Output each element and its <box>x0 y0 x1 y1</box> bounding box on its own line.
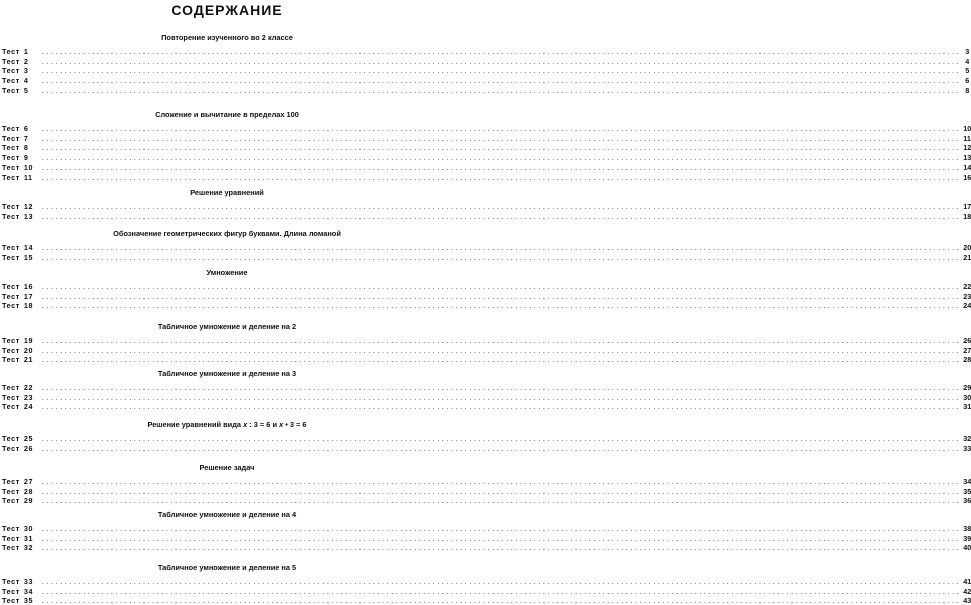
toc-entry-label <box>2 402 38 411</box>
dot-leader: ........................................................................................................................................................................................................ <box>41 85 962 95</box>
toc-entry-label <box>2 76 38 85</box>
test-number: 26 <box>23 443 34 453</box>
page-number: 39 <box>963 533 971 543</box>
test-number: 10 <box>23 162 34 172</box>
test-word: Тест <box>2 202 20 211</box>
test-number: 20 <box>23 345 34 355</box>
dot-leader: ........................................................................................................................................................................................................ <box>41 153 962 163</box>
heading-text: : 3 = 6 и <box>247 420 280 429</box>
page-number: 3 <box>965 47 970 56</box>
page-number: 16 <box>963 172 971 182</box>
dot-leader: ........................................................................................................................................................................................................ <box>41 383 962 392</box>
test-word: Тест <box>2 76 20 86</box>
page-number: 35 <box>963 486 971 496</box>
test-word: Тест <box>2 162 20 172</box>
test-number: 29 <box>23 496 34 506</box>
dot-leader: ........................................................................................................................................................................................................ <box>41 443 962 453</box>
test-word: Тест <box>2 301 20 311</box>
dot-leader: ........................................................................................................................................................................................................ <box>41 392 962 402</box>
section-heading <box>0 420 454 430</box>
toc-entry <box>2 477 971 486</box>
toc-entry-label <box>2 292 38 301</box>
page-number: 5 <box>965 66 970 76</box>
page-number: 42 <box>963 586 971 596</box>
test-word: Тест <box>2 486 20 496</box>
dot-leader: ........................................................................................................................................................................................................ <box>41 291 962 301</box>
test-number: 22 <box>23 383 34 392</box>
test-word: Тест <box>2 577 20 586</box>
toc-entry-label <box>2 346 38 355</box>
dot-leader: ........................................................................................................................................................................................................ <box>41 202 962 211</box>
toc-entry-label <box>2 66 38 75</box>
dot-leader: ........................................................................................................................................................................................................ <box>41 252 962 262</box>
toc-entry <box>2 543 971 553</box>
section-heading: Табличное умножение и деление на 5 <box>157 563 297 572</box>
toc-entry <box>2 133 971 143</box>
page-number: 32 <box>963 434 971 443</box>
test-number: 5 <box>23 85 29 95</box>
dot-leader: ........................................................................................................................................................................................................ <box>41 533 962 543</box>
test-number: 17 <box>23 291 34 301</box>
page-title: СОДЕРЖАНИЕ <box>171 2 283 18</box>
test-word: Тест <box>2 345 20 355</box>
test-word: Тест <box>2 586 20 596</box>
dot-leader: ........................................................................................................................................................................................................ <box>41 355 962 365</box>
dot-leader: ........................................................................................................................................................................................................ <box>41 336 962 345</box>
test-word: Тест <box>2 291 20 301</box>
page-number: 27 <box>963 345 971 355</box>
toc-entry <box>2 533 971 543</box>
dot-leader: ........................................................................................................................................................................................................ <box>41 76 962 86</box>
toc-entry-label <box>2 577 38 586</box>
toc-entry-label <box>2 301 38 310</box>
toc-entry-label <box>2 596 38 605</box>
dot-leader: ........................................................................................................................................................................................................ <box>41 66 962 76</box>
test-number: 9 <box>23 153 29 163</box>
test-number: 18 <box>23 301 34 311</box>
test-number: 31 <box>23 533 34 543</box>
toc-entry-label <box>2 524 38 533</box>
toc-entry-label <box>2 163 38 172</box>
test-word: Тест <box>2 172 20 182</box>
toc-entry <box>2 282 971 291</box>
test-number: 24 <box>23 402 34 412</box>
test-number: 13 <box>23 211 34 221</box>
test-number: 19 <box>23 336 34 345</box>
toc-entry-label <box>2 212 38 221</box>
test-number: 34 <box>23 586 34 596</box>
page-number: 36 <box>963 496 971 506</box>
toc-entry <box>2 402 971 412</box>
test-number: 15 <box>23 252 34 262</box>
toc-entry-label <box>2 496 38 505</box>
toc-entry-label <box>2 243 38 252</box>
section-heading: Решение уравнений <box>190 188 264 197</box>
test-number: 12 <box>23 202 34 211</box>
section-heading: Повторение изученного во 2 классе <box>161 33 293 42</box>
test-word: Тест <box>2 402 20 412</box>
dot-leader: ........................................................................................................................................................................................................ <box>41 402 962 412</box>
section-heading: Обозначение геометрических фигур буквами. Длина ломаной <box>113 229 341 238</box>
test-number: 3 <box>23 66 29 76</box>
toc-entry-label <box>2 57 38 66</box>
test-number: 7 <box>23 133 29 143</box>
test-word: Тест <box>2 252 20 262</box>
toc-entry-label <box>2 393 38 402</box>
section-heading: Табличное умножение и деление на 3 <box>157 369 297 378</box>
page-number: 34 <box>963 477 971 486</box>
toc-entry <box>2 486 971 496</box>
variable-x: x <box>243 420 248 429</box>
page-number: 8 <box>965 85 970 95</box>
toc-entry <box>2 153 971 163</box>
toc-entry-label <box>2 134 38 143</box>
section-heading: Сложение и вычитание в пределах 100 <box>155 110 299 119</box>
page-number: 31 <box>963 402 971 412</box>
toc-entry <box>2 252 971 262</box>
test-number: 16 <box>23 282 34 291</box>
test-number: 25 <box>23 434 34 443</box>
variable-x: x <box>279 420 284 429</box>
toc-entry-label <box>2 143 38 152</box>
page-number: 38 <box>963 524 971 533</box>
toc-entry-label <box>2 86 38 95</box>
test-word: Тест <box>2 211 20 221</box>
test-word: Тест <box>2 543 20 553</box>
dot-leader: ........................................................................................................................................................................................................ <box>41 56 962 66</box>
toc-entry <box>2 383 971 392</box>
dot-leader: ........................................................................................................................................................................................................ <box>41 172 962 182</box>
heading-text: Решение уравнений вида <box>147 420 244 429</box>
dot-leader: ........................................................................................................................................................................................................ <box>41 282 962 291</box>
dot-leader: ........................................................................................................................................................................................................ <box>41 486 962 496</box>
toc-entry <box>2 336 971 345</box>
toc-entry <box>2 143 971 153</box>
dot-leader: ........................................................................................................................................................................................................ <box>41 133 962 143</box>
page-number: 13 <box>963 153 971 163</box>
dot-leader: ........................................................................................................................................................................................................ <box>41 143 962 153</box>
test-word: Тест <box>2 524 20 533</box>
test-word: Тест <box>2 143 20 153</box>
page-number: 30 <box>963 392 971 402</box>
page-number: 22 <box>963 282 971 291</box>
test-number: 6 <box>23 124 29 133</box>
test-word: Тест <box>2 66 20 76</box>
test-number: 21 <box>23 355 34 365</box>
toc-entry <box>2 392 971 402</box>
test-word: Тест <box>2 596 20 605</box>
toc-entry-label <box>2 587 38 596</box>
test-word: Тест <box>2 434 20 443</box>
test-number: 28 <box>23 486 34 496</box>
toc-entry-label <box>2 477 38 486</box>
test-word: Тест <box>2 282 20 291</box>
page-number: 28 <box>963 355 971 365</box>
test-number: 1 <box>23 47 29 56</box>
dot-leader: ........................................................................................................................................................................................................ <box>41 301 962 311</box>
dot-leader: ........................................................................................................................................................................................................ <box>41 345 962 355</box>
dot-leader: ........................................................................................................................................................................................................ <box>41 577 962 586</box>
toc-entry <box>2 443 971 453</box>
toc-entry-label <box>2 434 38 443</box>
toc-entry <box>2 202 971 211</box>
test-number: 35 <box>23 596 34 605</box>
test-number: 27 <box>23 477 34 486</box>
test-word: Тест <box>2 443 20 453</box>
test-word: Тест <box>2 47 20 56</box>
page-number: 26 <box>963 336 971 345</box>
test-word: Тест <box>2 133 20 143</box>
toc-entry-label <box>2 282 38 291</box>
toc-entry-label <box>2 355 38 364</box>
toc-entry <box>2 66 970 76</box>
test-word: Тест <box>2 56 20 66</box>
page-number: 40 <box>963 543 971 553</box>
test-word: Тест <box>2 153 20 163</box>
toc-entry <box>2 172 971 182</box>
dot-leader: ........................................................................................................................................................................................................ <box>41 496 962 506</box>
dot-leader: ........................................................................................................................................................................................................ <box>41 124 962 133</box>
page-number: 43 <box>963 596 971 605</box>
toc-entry <box>2 524 971 533</box>
test-word: Тест <box>2 496 20 506</box>
section-heading: Умножение <box>206 268 248 277</box>
page-number: 10 <box>963 124 971 133</box>
page-number: 6 <box>965 76 970 86</box>
page-number: 12 <box>963 143 971 153</box>
page-number: 24 <box>963 301 971 311</box>
toc-entry <box>2 586 971 596</box>
section-heading: Решение задач <box>199 463 255 472</box>
section-heading: Табличное умножение и деление на 2 <box>157 322 297 331</box>
toc-entry <box>2 291 971 301</box>
toc-entry-label <box>2 124 38 133</box>
page-number: 11 <box>963 133 971 143</box>
dot-leader: ........................................................................................................................................................................................................ <box>41 596 962 605</box>
page-number: 23 <box>963 291 971 301</box>
toc-entry-label <box>2 444 38 453</box>
test-word: Тест <box>2 355 20 365</box>
toc-entry-label <box>2 383 38 392</box>
page-number: 14 <box>963 162 971 172</box>
page-number: 17 <box>963 202 971 211</box>
heading-text: • 3 = 6 <box>283 420 307 429</box>
toc-entry <box>2 496 971 506</box>
test-number: 2 <box>23 56 29 66</box>
toc-entry <box>2 355 971 365</box>
test-word: Тест <box>2 383 20 392</box>
toc-entry <box>2 76 970 86</box>
toc-entry <box>2 243 971 252</box>
dot-leader: ........................................................................................................................................................................................................ <box>41 434 962 443</box>
test-word: Тест <box>2 336 20 345</box>
page-number: 20 <box>963 243 971 252</box>
dot-leader: ........................................................................................................................................................................................................ <box>41 586 962 596</box>
test-word: Тест <box>2 533 20 543</box>
toc-entry <box>2 211 971 221</box>
toc-entry-label <box>2 153 38 162</box>
test-number: 33 <box>23 577 34 586</box>
test-number: 14 <box>23 243 34 252</box>
toc-entry <box>2 577 971 586</box>
page-number: 29 <box>963 383 971 392</box>
dot-leader: ........................................................................................................................................................................................................ <box>41 477 962 486</box>
toc-entry-label <box>2 487 38 496</box>
section-heading: Табличное умножение и деление на 4 <box>157 510 297 519</box>
toc-entry <box>2 434 971 443</box>
toc-entry <box>2 301 971 311</box>
test-number: 23 <box>23 392 34 402</box>
toc-entry-label <box>2 543 38 552</box>
toc-entry <box>2 596 971 605</box>
test-number: 30 <box>23 524 34 533</box>
dot-leader: ........................................................................................................................................................................................................ <box>41 243 962 252</box>
dot-leader: ........................................................................................................................................................................................................ <box>41 162 962 172</box>
toc-entry-label <box>2 47 38 56</box>
test-number: 4 <box>23 76 29 86</box>
dot-leader: ........................................................................................................................................................................................................ <box>41 543 962 553</box>
page-number: 21 <box>963 252 971 262</box>
dot-leader: ........................................................................................................................................................................................................ <box>41 47 962 56</box>
test-word: Тест <box>2 477 20 486</box>
toc-entry <box>2 56 970 66</box>
toc-entry <box>2 47 970 56</box>
toc-entry <box>2 345 971 355</box>
test-word: Тест <box>2 392 20 402</box>
toc-entry-label <box>2 534 38 543</box>
toc-entry <box>2 162 971 172</box>
test-word: Тест <box>2 124 20 133</box>
toc-entry-label <box>2 202 38 211</box>
page-number: 4 <box>965 56 970 66</box>
test-word: Тест <box>2 243 20 252</box>
toc-entry-label <box>2 336 38 345</box>
test-number: 11 <box>23 172 33 182</box>
toc-entry <box>2 124 971 133</box>
toc-entry-label <box>2 173 38 182</box>
page-number: 18 <box>963 211 971 221</box>
test-number: 32 <box>23 543 34 553</box>
dot-leader: ........................................................................................................................................................................................................ <box>41 211 962 221</box>
test-word: Тест <box>2 85 20 95</box>
page-number: 41 <box>963 577 971 586</box>
test-number: 8 <box>23 143 29 153</box>
page-number: 33 <box>963 443 971 453</box>
toc-entry-label <box>2 253 38 262</box>
toc-entry <box>2 85 970 95</box>
dot-leader: ........................................................................................................................................................................................................ <box>41 524 962 533</box>
